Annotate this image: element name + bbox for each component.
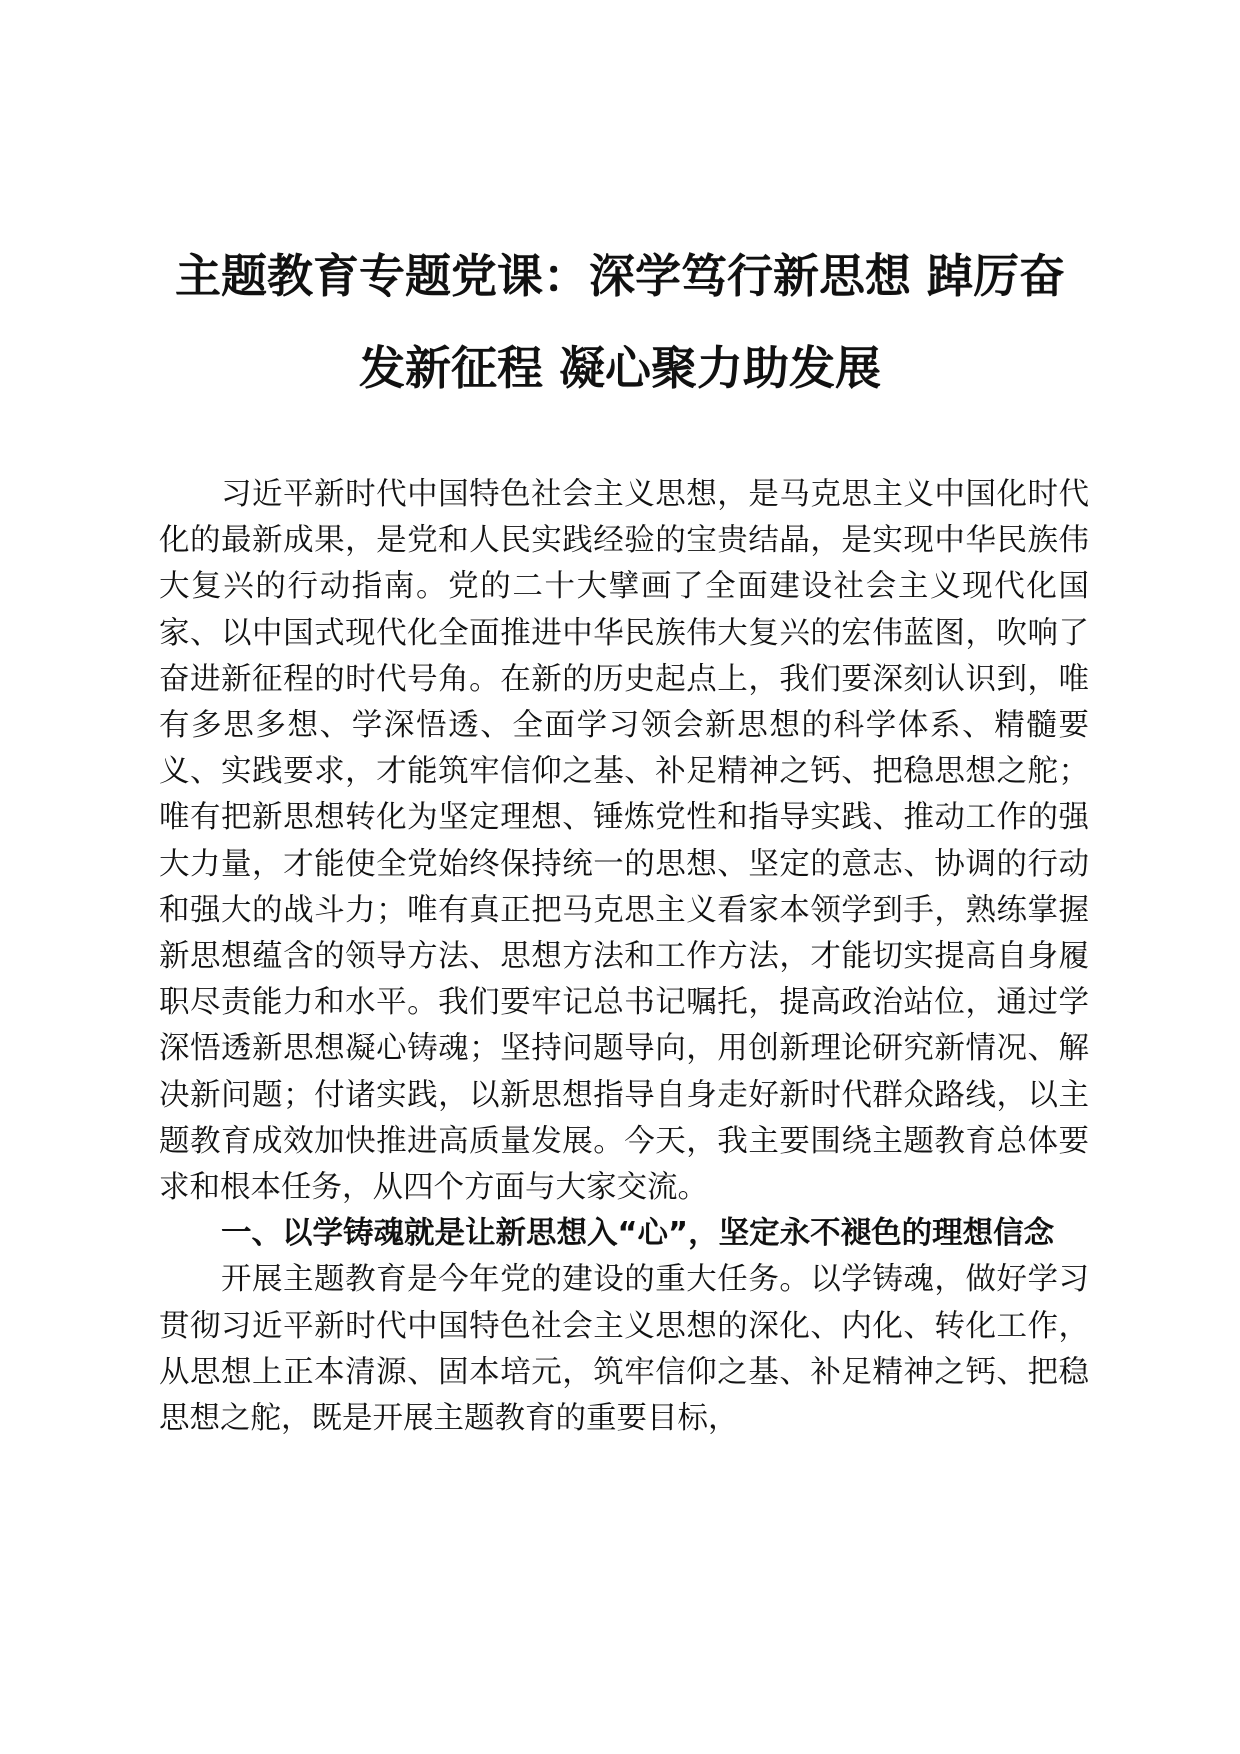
document-body	[159, 472, 1089, 1442]
section-heading-1: 一、以学铸魂就是让新思想入“心”，坚定永不褪色的理想信念	[221, 1216, 1055, 1252]
section-paragraph-1: 开展主题教育是今年党的建设的重大任务。以学铸魂，做好学习贯彻习近平新时代中国特色社会主义思想的深化、内化、转化工作，从思想上正本清源、固本培元，筑牢信仰之基、补足精神之钙、把稳思想之舵，既是开展主题教育的重要目标，	[159, 1262, 1089, 1437]
title-line-2: 发新征程 凝心聚力助发展	[358, 341, 881, 395]
title-line-1: 主题教育专题党课：深学笃行新思想 踔厉奋	[174, 249, 1065, 303]
document-title	[150, 230, 1090, 414]
intro-paragraph: 习近平新时代中国特色社会主义思想，是马克思主义中国化时代化的最新成果，是党和人民实践经验的宝贵结晶，是实现中华民族伟大复兴的行动指南。党的二十大擘画了全面建设社会主义现代化国家、以中国式现代化全面推进中华民族伟大复兴的宏伟蓝图，吹响了奋进新征程的时代号角。在新的历史起点上，我们要深刻认识到，唯有多思多想、学深悟透、全面学习领会新思想的科学体系、精髓要义、实践要求，才能筑牢信仰之基、补足精神之钙、把稳思想之舵；唯有把新思想转化为坚定理想、锤炼党性和指导实践、推动工作的强大力量，才能使全党始终保持统一的思想、坚定的意志、协调的行动和强大的战斗力；唯有真正把马克思主义看家本领学到手，熟练掌握新思想蕴含的领导方法、思想方法和工作方法，才能切实提高自身履职尽责能力和水平。我们要牢记总书记嘱托，提高政治站位，通过学深悟透新思想凝心铸魂；坚持问题导向，用创新理论研究新情况、解决新问题；付诸实践，以新思想指导自身走好新时代群众路线，以主题教育成效加快推进高质量发展。今天，我主要围绕主题教育总体要求和根本任务，从四个方面与大家交流。	[159, 477, 1089, 1206]
